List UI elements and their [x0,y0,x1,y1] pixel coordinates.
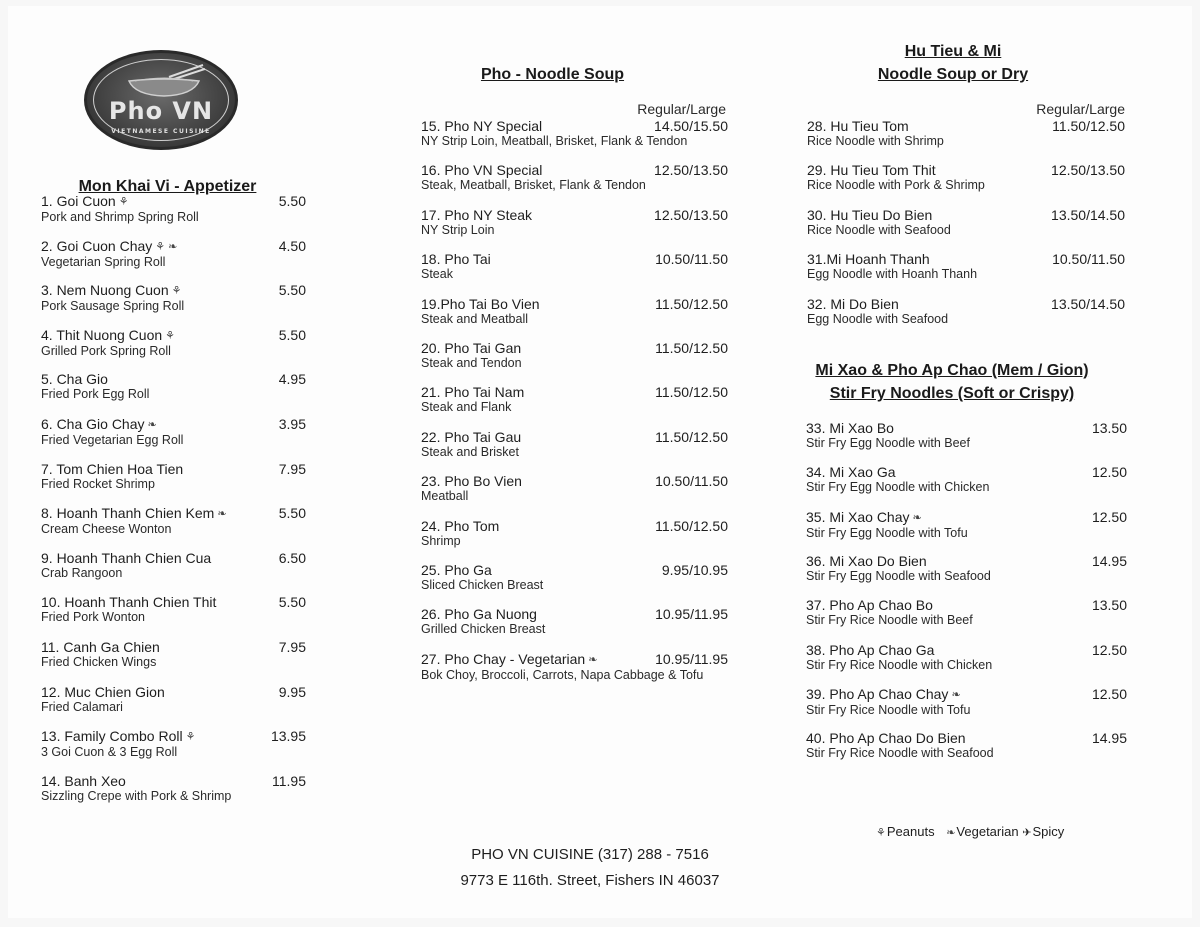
menu-item-price: 11.50/12.50 [655,384,728,401]
menu-item [41,461,306,491]
menu-item-name: 31.Mi Hoanh Thanh [807,251,930,268]
menu-item-name: 12. Muc Chien Gion [41,683,165,700]
menu-item-description: Fried Vegetarian Egg Roll [41,433,184,447]
menu-item-price: 12.50/13.50 [1051,162,1125,179]
menu-item-name: 14. Banh Xeo [41,772,126,789]
menu-item-price: 13.95 [270,728,306,745]
menu-item-price: 10.50/11.50 [655,251,728,268]
menu-item-description: Rice Noodle with Seafood [807,222,951,237]
menu-item-description: Rice Noodle with Pork & Shrimp [807,178,985,193]
menu-item-price: 11.50/12.50 [655,428,728,445]
menu-item [41,327,306,358]
menu-item [41,282,306,313]
menu-item-name: 3. Nem Nuong Cuon ⚘ [41,282,182,299]
menu-item-name: 21. Pho Tai Nam [421,384,525,401]
menu-item-description: Meatball [421,489,469,504]
menu-item-price: 5.50 [278,282,306,299]
menu-item [421,651,728,682]
menu-item-description: Stir Fry Rice Noodle with Chicken [806,657,993,672]
menu-item [421,296,728,326]
menu-item-price: 13.50 [1091,420,1127,436]
pho-price-header: Regular/Large [637,101,726,117]
vegetarian-icon: ❧ [588,653,598,666]
menu-item [421,340,728,370]
menu-item-name: 17. Pho NY Steak [421,206,533,223]
spicy-icon: ✈ [1022,827,1032,839]
menu-item-name: 40. Pho Ap Chao Do Bien [806,730,966,747]
menu-item [806,642,1127,672]
menu-item-description: Rice Noodle with Shrimp [807,134,944,148]
appetizer-section-title: Mon Khai Vi - Appetizer [78,178,257,195]
menu-item-description: Stir Fry Rice Noodle with Beef [806,613,973,628]
menu-item-description: Crab Rangoon [41,565,123,580]
legend-vegetarian: Vegetarian [956,824,1019,839]
menu-item-name: 25. Pho Ga [421,562,492,578]
menu-item-price: 10.95/11.95 [655,606,728,623]
menu-item [806,509,1127,540]
menu-item-description: 3 Goi Cuon & 3 Egg Roll [41,745,178,760]
menu-item-name: 10. Hoanh Thanh Chien Thit [41,594,217,611]
menu-item [807,162,1125,192]
menu-item-price: 14.95 [1091,552,1127,569]
footer-address: 9773 E 116th. Street, Fishers IN 46037 [460,872,720,889]
restaurant-logo [84,50,238,150]
legend-spicy: Spicy [1032,824,1065,839]
peanut-icon: ⚘ [876,827,886,839]
menu-item [41,371,306,401]
menu-item-description: Egg Noodle with Hoanh Thanh [807,267,978,282]
vegetarian-icon: ❧ [951,688,961,701]
menu-item-name: 27. Pho Chay - Vegetarian ❧ [421,650,598,667]
footer-phone: PHO VN CUISINE (317) 288 - 7516 [471,846,709,863]
menu-item-price: 6.50 [278,549,306,566]
vegetarian-icon: ❧ [912,511,922,524]
menu-item-description: Stir Fry Egg Noodle with Beef [806,436,970,450]
menu-item [41,550,306,580]
menu-item-description: Vegetarian Spring Roll [41,254,166,269]
logo-name: Pho VN [108,97,214,125]
menu-item-description: Egg Noodle with Seafood [807,311,949,326]
menu-item-description: Stir Fry Egg Noodle with Seafood [806,568,991,583]
menu-item-price: 12.50/13.50 [654,162,728,179]
menu-item-price: 13.50 [1091,597,1127,614]
menu-item-name: 18. Pho Tai [421,251,491,268]
menu-item-name: 11. Canh Ga Chien [41,639,160,655]
menu-item-name: 7. Tom Chien Hoa Tien [41,460,184,477]
menu-item-price: 4.95 [278,371,306,388]
vegetarian-icon: ❧ [946,827,956,839]
menu-item-description: Steak, Meatball, Brisket, Flank & Tendon [421,178,646,193]
menu-item-price: 14.95 [1091,730,1127,747]
menu-item-name: 15. Pho NY Special [421,118,543,134]
menu-item [41,594,306,624]
peanut-icon: ⚘ [118,196,129,208]
menu-item [806,464,1127,494]
menu-item-price: 12.50/13.50 [654,206,728,223]
menu-item [41,639,306,669]
menu-item-name: 20. Pho Tai Gan [421,340,522,356]
menu-item-description: Steak and Flank [421,400,512,415]
menu-item-price: 11.50/12.50 [655,517,728,534]
menu-item-description: Stir Fry Rice Noodle with Tofu [806,702,971,717]
menu-item [806,553,1127,583]
menu-item-description: Fried Pork Wonton [41,610,145,625]
menu-item [806,420,1127,450]
menu-item-name: 35. Mi Xao Chay ❧ [806,508,922,525]
menu-item-description: Grilled Chicken Breast [421,622,546,637]
menu-item-description: NY Strip Loin [421,222,495,237]
menu-item-price: 5.50 [278,505,306,522]
menu-item [41,238,306,269]
menu-item-price: 4.50 [278,237,306,254]
peanut-icon: ⚘ [155,240,166,253]
menu-item [806,686,1127,717]
menu-item-description: Shrimp [421,533,461,548]
menu-item-name: 8. Hoanh Thanh Chien Kem ❧ [41,505,227,522]
menu-item-description: Steak [421,267,453,282]
menu-item [806,597,1127,627]
menu-item-description: Stir Fry Egg Noodle with Tofu [806,525,968,540]
menu-item-name: 16. Pho VN Special [421,162,543,179]
menu-item-name: 5. Cha Gio [41,371,108,388]
menu-item-description: Pork and Shrimp Spring Roll [41,210,199,224]
pho-section-title: Pho - Noodle Soup [480,66,625,83]
menu-item-price: 11.50/12.50 [655,340,728,356]
menu-item-price: 7.95 [278,460,306,477]
menu-item-price: 9.95 [278,683,306,700]
menu-item-description: Stir Fry Rice Noodle with Seafood [806,746,994,761]
menu-item [421,518,728,548]
menu-item [421,207,728,237]
menu-item [421,118,728,148]
menu-item-price: 3.95 [278,416,306,432]
menu-item-name: 9. Hoanh Thanh Chien Cua [41,549,212,566]
peanut-icon: ⚘ [165,329,176,342]
vegetarian-icon: ❧ [147,419,157,431]
menu-item-description: Fried Calamari [41,699,123,714]
menu-item-description: NY Strip Loin, Meatball, Brisket, Flank & Tendon [421,134,688,148]
noodle-bowl-icon [125,63,205,97]
menu-item [41,193,306,224]
logo-subtitle: VIETNAMESE CUISINE [111,128,211,135]
menu-item-name: 36. Mi Xao Do Bien [806,552,927,569]
menu-item-price: 10.50/11.50 [655,473,728,490]
menu-item-description: Fried Chicken Wings [41,655,157,669]
hutieu-price-header: Regular/Large [1036,101,1125,117]
menu-item-price: 5.50 [278,326,306,343]
menu-item [421,473,728,503]
menu-item-description: Grilled Pork Spring Roll [41,343,171,358]
menu-item-name: 4. Thit Nuong Cuon ⚘ [41,326,176,343]
menu-item-price: 7.95 [278,639,306,655]
menu-item [41,416,306,447]
menu-item-description: Steak and Brisket [421,444,519,459]
menu-item-price: 5.50 [278,193,306,209]
menu-item [421,384,728,414]
menu-item-name: 32. Mi Do Bien [807,295,899,312]
menu-item [421,251,728,281]
menu-item-name: 22. Pho Tai Gau [421,428,522,445]
menu-item-price: 10.95/11.95 [655,650,728,667]
menu-item [41,728,306,759]
menu-item-name: 23. Pho Bo Vien [421,473,522,490]
menu-item-name: 33. Mi Xao Bo [806,420,894,436]
menu-item-price: 12.50 [1091,685,1127,702]
menu-item [41,773,306,803]
dietary-legend [876,824,1064,839]
peanut-icon: ⚘ [185,731,196,744]
menu-item-name: 37. Pho Ap Chao Bo [806,597,933,614]
menu-item-description: Fried Pork Egg Roll [41,387,150,402]
menu-item-description: Fried Rocket Shrimp [41,476,155,491]
menu-item-name: 2. Goi Cuon Chay ⚘ ❧ [41,237,178,254]
menu-item-description: Sizzling Crepe with Pork & Shrimp [41,788,232,803]
menu-item-name: 38. Pho Ap Chao Ga [806,641,935,658]
vegetarian-icon: ❧ [168,240,178,253]
menu-item-description: Bok Choy, Broccoli, Carrots, Napa Cabbage & Tofu [421,667,704,682]
peanut-icon: ⚘ [171,285,182,298]
menu-item-price: 12.50 [1091,508,1127,525]
menu-item [806,730,1127,760]
menu-item-price: 9.95/10.95 [661,562,728,578]
menu-item-name: 28. Hu Tieu Tom [807,118,909,134]
menu-item-price: 12.50 [1091,464,1127,481]
menu-item [807,251,1125,281]
menu-item [421,606,728,636]
menu-item-price: 14.50/15.50 [654,118,728,134]
menu-item [807,296,1125,326]
menu-item-price: 13.50/14.50 [1051,295,1125,312]
hutieu-section-title: Hu Tieu & Mi Noodle Soup or Dry [877,43,1029,83]
vegetarian-icon: ❧ [217,508,227,521]
menu-item [41,684,306,714]
menu-item-description: Stir Fry Egg Noodle with Chicken [806,480,990,495]
menu-item-name: 1. Goi Cuon ⚘ [41,193,129,209]
menu-item [421,562,728,592]
menu-item-name: 30. Hu Tieu Do Bien [807,206,933,223]
menu-item-price: 11.95 [272,772,306,789]
menu-item-name: 13. Family Combo Roll ⚘ [41,728,196,745]
menu-item-description: Steak and Meatball [421,311,529,326]
menu-item-name: 34. Mi Xao Ga [806,464,896,481]
menu-item [807,118,1125,148]
menu-item-description: Sliced Chicken Breast [421,578,544,592]
menu-item-name: 39. Pho Ap Chao Chay ❧ [806,685,961,702]
menu-item-price: 13.50/14.50 [1051,206,1125,223]
menu-item [421,162,728,192]
menu-item-price: 11.50/12.50 [655,295,728,312]
menu-item [421,429,728,459]
menu-item-description: Steak and Tendon [421,356,522,370]
menu-item [41,505,306,536]
legend-peanuts: Peanuts [886,824,935,839]
menu-item-price: 5.50 [278,594,306,611]
menu-item-description: Cream Cheese Wonton [41,522,172,537]
menu-item-name: 19.Pho Tai Bo Vien [421,295,540,312]
menu-item-description: Pork Sausage Spring Roll [41,299,185,314]
menu-item-price: 11.50/12.50 [1052,118,1125,134]
menu-item-name: 29. Hu Tieu Tom Thit [807,162,936,179]
mixao-section-title: Mi Xao & Pho Ap Chao (Mem / Gion) Stir Fry Noodles (Soft or Crispy) [815,362,1089,402]
menu-item-price: 12.50 [1091,641,1127,658]
menu-item-name: 26. Pho Ga Nuong [421,606,537,623]
menu-item-name: 24. Pho Tom [421,517,500,534]
menu-item-name: 6. Cha Gio Chay ❧ [41,416,157,432]
menu-item-price: 10.50/11.50 [1052,251,1125,268]
menu-item [807,207,1125,237]
